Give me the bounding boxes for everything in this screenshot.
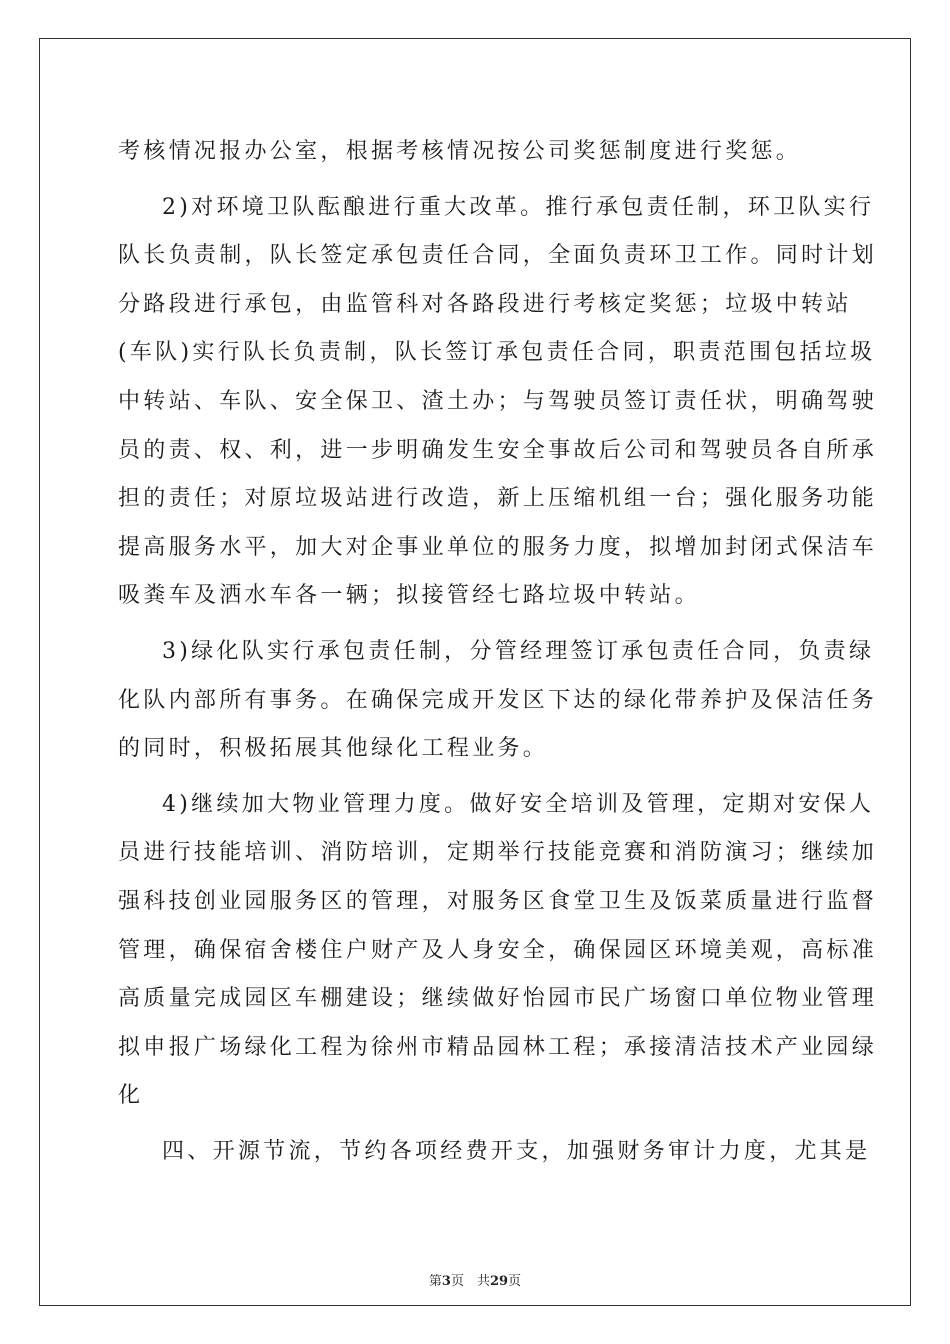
text-line: 四、开源节流，节约各项经费开支，加强财务审计力度，尤其是 xyxy=(162,1138,871,1164)
paragraph xyxy=(118,1128,871,1177)
paragraph xyxy=(118,128,832,177)
footer-suffix: 页 xyxy=(508,1274,522,1289)
text-line: 吸粪车及洒水车各一辆；拟接管经七路垃圾中转站。 xyxy=(118,583,700,609)
total-page-count: 29 xyxy=(489,1274,509,1289)
footer-prefix: 第 xyxy=(428,1274,442,1289)
paragraph xyxy=(118,781,878,1121)
text-line: 高质量完成园区车棚建设；继续做好怡园市民广场窗口单位物业管理 xyxy=(118,986,878,1012)
paragraph xyxy=(118,184,878,621)
text-line: 考核情况报办公室，根据考核情况按公司奖惩制度进行奖惩。 xyxy=(118,139,802,164)
footer-mid: 页 共 xyxy=(450,1274,490,1289)
text-line: 强科技创业园服务区的管理，对服务区食堂卫生及饭菜质量进行监督 xyxy=(118,888,878,914)
page-footer xyxy=(0,1270,950,1289)
document-body xyxy=(118,128,878,1176)
text-line: 3)绿化队实行承包责任制，分管经理签订承包责任合同，负责绿 xyxy=(162,638,875,664)
text-line: 员进行技能培训、消防培训，定期举行技能竞赛和消防演习；继续加 xyxy=(118,840,878,866)
text-line: 4)继续加大物业管理力度。做好安全培训及管理，定期对安保人 xyxy=(162,791,875,817)
text-line: (车队)实行队长负责制，队长签订承包责任合同，职责范围包括垃圾 xyxy=(118,340,876,366)
text-line: 化队内部所有事务。在确保完成开发区下达的绿化带养护及保洁任务 xyxy=(118,687,878,713)
current-page-number: 3 xyxy=(441,1274,451,1289)
text-line: 拟申报广场绿化工程为徐州市精品园林工程；承接清洁技术产业园绿 xyxy=(118,1034,878,1060)
text-line: 队长负责制，队长签定承包责任合同，全面负责环卫工作。同时计划 xyxy=(118,243,878,269)
text-line: 化 xyxy=(118,1083,144,1109)
paragraph xyxy=(118,628,878,774)
text-line: 提高服务水平，加大对企事业单位的服务力度，拟增加封闭式保洁车 xyxy=(118,534,878,560)
text-line: 中转站、车队、安全保卫、渣土办；与驾驶员签订责任状，明确驾驶 xyxy=(118,388,878,414)
text-line: 员的责、权、利，进一步明确发生安全事故后公司和驾驶员各自所承 xyxy=(118,437,878,463)
text-line: 的同时，积极拓展其他绿化工程业务。 xyxy=(118,736,549,762)
text-line: 分路段进行承包，由监管科对各路段进行考核定奖惩；垃圾中转站 xyxy=(118,291,852,317)
text-line: 担的责任；对原垃圾站进行改造，新上压缩机组一台；强化服务功能 xyxy=(118,486,878,512)
text-line: 管理，确保宿舍楼住户财产及人身安全，确保园区环境美观，高标准 xyxy=(118,937,878,963)
text-line: 2)对环境卫队酝酿进行重大改革。推行承包责任制，环卫队实行 xyxy=(162,194,875,220)
